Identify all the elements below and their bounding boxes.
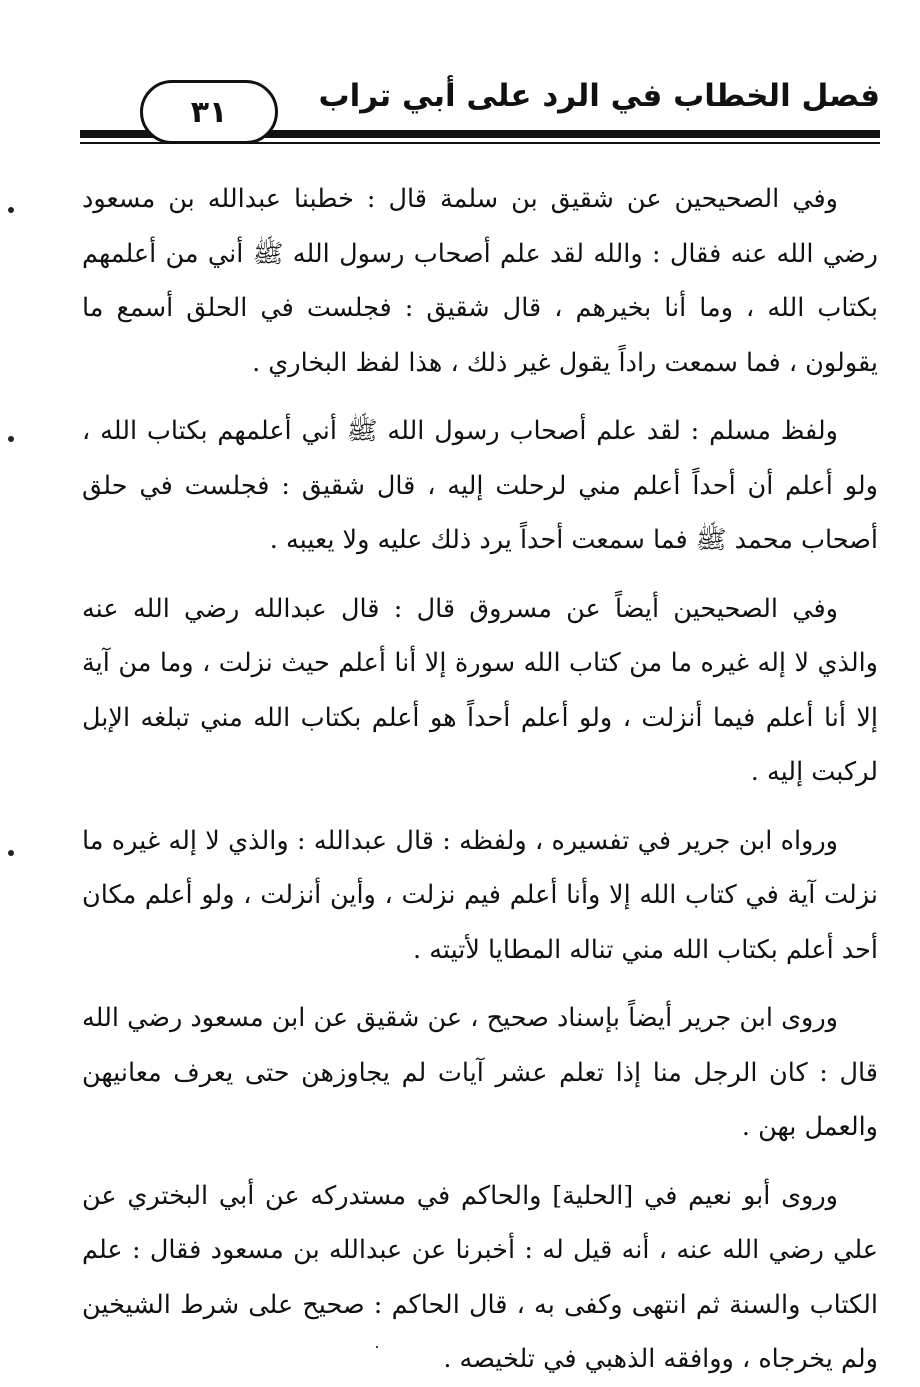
paragraph: وروى ابن جرير أيضاً بإسناد صحيح ، عن شقيق عن ابن مسعود رضي الله قال : كان الرجل منا إذا تعلم عشر آيات لم يجاوزهن حتى يعرف معانيهن والعمل بهن .: [82, 1003, 878, 1142]
running-title: فصل الخطاب في الرد على أبي تراب: [318, 78, 880, 114]
margin-dot: [8, 850, 14, 856]
paragraph: وروى أبو نعيم في [الحلية] والحاكم في مستدركه عن أبي البختري عن علي رضي الله عنه ، أنه قيل له : أخبرنا عن عبدالله بن مسعود فقال : علم الكتاب والسنة ثم انتهى وكفى به ، قال الحاكم : صحيح على شرط الشيخين ولم يخرجاه ، ووافقه الذهبي في تلخيصه .: [82, 1180, 878, 1374]
page-header: [60, 78, 880, 150]
paragraph: ورواه ابن جرير في تفسيره ، ولفظه : قال عبدالله : والذي لا إله غيره ما نزلت آية في كتاب الله إلا وأنا أعلم فيم نزلت ، وأين أنزلت ، ولو أعلم مكان أحد أعلم بكتاب الله مني تناله المطايا لأتيته .: [82, 825, 878, 965]
scan-speck: [376, 1346, 378, 1348]
page-number: ٣١: [140, 80, 278, 144]
paragraph: ولفظ مسلم : لقد علم أصحاب رسول الله ﷺ أني أعلمهم بكتاب الله ، ولو أعلم أن أحداً أعلم مني لرحلت إليه ، قال شقيق : فجلست في حلق أصحاب محمد ﷺ فما سمعت أحداً يرد ذلك عليه ولا يعيبه .: [82, 416, 878, 555]
body-text: [82, 172, 878, 1387]
margin-dot: [8, 207, 14, 213]
margin-dot: [8, 436, 14, 442]
paragraph: وفي الصحيحين أيضاً عن مسروق قال : قال عبدالله رضي الله عنه والذي لا إله غيره ما من كتاب الله سورة إلا أنا أعلم حيث نزلت ، وما من آية إلا أنا أعلم فيما أنزلت ، ولو أعلم أحداً هو أعلم بكتاب الله مني تبلغه الإبل لركبت إليه .: [82, 593, 878, 787]
paragraph: وفي الصحيحين عن شقيق بن سلمة قال : خطبنا عبدالله بن مسعود رضي الله عنه فقال : والله لقد علم أصحاب رسول الله ﷺ أني من أعلمهم بكتاب الله ، وما أنا بخيرهم ، قال شقيق : فجلست في الحلق أسمع ما يقولون ، فما سمعت راداً يقول غير ذلك ، هذا لفظ البخاري .: [82, 184, 878, 378]
